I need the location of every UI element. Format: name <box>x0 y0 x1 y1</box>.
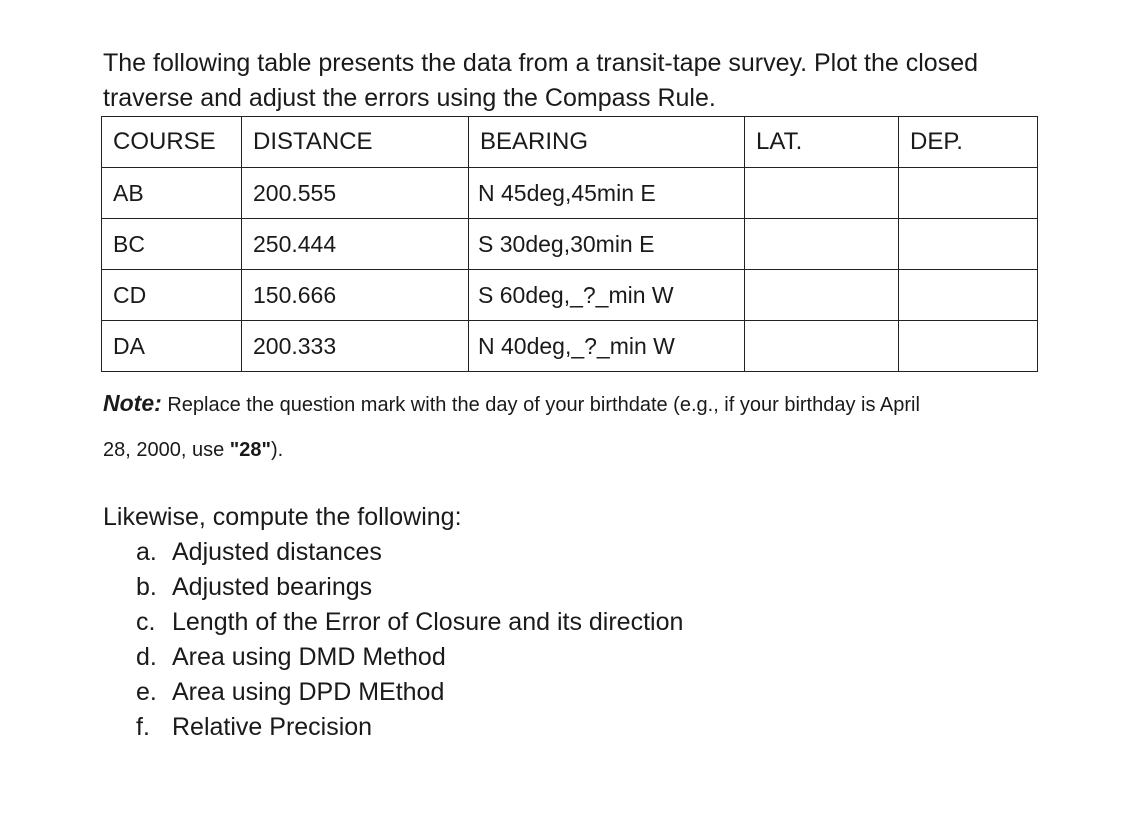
note-text-3: ). <box>271 439 284 461</box>
task-list <box>103 535 683 745</box>
header-bearing: BEARING <box>469 117 745 168</box>
problem-statement <box>103 46 1063 116</box>
task-heading: Likewise, compute the following: <box>103 503 462 531</box>
table-row <box>102 321 1038 372</box>
list-text: Area using DMD Method <box>172 643 446 671</box>
list-marker: d. <box>136 643 157 671</box>
list-item <box>103 640 683 675</box>
list-text: Area using DPD MEthod <box>172 678 445 706</box>
note-text-2: 28, 2000, use <box>103 439 230 461</box>
note-line-1 <box>103 381 1043 428</box>
table-row <box>102 219 1038 270</box>
cell-lat <box>745 321 899 372</box>
cell-distance: 200.333 <box>242 321 469 372</box>
note-text-1: Replace the question mark with the day of your birthdate (e.g., if your birthday is April <box>161 394 920 416</box>
list-marker: b. <box>136 573 157 601</box>
cell-course: CD <box>102 270 242 321</box>
cell-bearing: N 45deg,45min E <box>469 168 745 219</box>
cell-course: DA <box>102 321 242 372</box>
list-text: Length of the Error of Closure and its direction <box>172 608 684 636</box>
note-emphasis: "28" <box>229 439 271 461</box>
list-marker: c. <box>136 608 156 636</box>
cell-distance: 250.444 <box>242 219 469 270</box>
cell-bearing: N 40deg,_?_min W <box>469 321 745 372</box>
note-label: Note: <box>103 390 162 416</box>
cell-dep <box>899 219 1038 270</box>
table-row <box>102 168 1038 219</box>
header-course: COURSE <box>102 117 242 168</box>
list-marker: e. <box>136 678 157 706</box>
cell-bearing: S 30deg,30min E <box>469 219 745 270</box>
cell-course: BC <box>102 219 242 270</box>
cell-lat <box>745 168 899 219</box>
header-distance: DISTANCE <box>242 117 469 168</box>
list-item <box>103 710 683 745</box>
cell-lat <box>745 219 899 270</box>
cell-dep <box>899 270 1038 321</box>
page-top-mark <box>183 0 189 5</box>
intro-line-1: The following table presents the data from a transit-tape survey. Plot the closed <box>103 49 978 77</box>
cell-course: AB <box>102 168 242 219</box>
cell-bearing: S 60deg,_?_min W <box>469 270 745 321</box>
note-paragraph <box>103 381 1043 473</box>
list-text: Relative Precision <box>172 713 373 741</box>
cell-distance: 200.555 <box>242 168 469 219</box>
list-item <box>103 675 683 710</box>
cell-distance: 150.666 <box>242 270 469 321</box>
list-item <box>103 535 683 570</box>
list-marker: f. <box>136 713 150 741</box>
list-text: Adjusted bearings <box>172 573 373 601</box>
table-header-row <box>102 117 1038 168</box>
list-text: Adjusted distances <box>172 538 382 566</box>
list-item <box>103 570 683 605</box>
table-row <box>102 270 1038 321</box>
list-item <box>103 605 683 640</box>
note-line-2 <box>103 428 1043 473</box>
header-lat: LAT. <box>745 117 899 168</box>
cell-dep <box>899 321 1038 372</box>
list-marker: a. <box>136 538 157 566</box>
header-dep: DEP. <box>899 117 1038 168</box>
intro-line-2: traverse and adjust the errors using the Compass Rule. <box>103 84 716 112</box>
cell-lat <box>745 270 899 321</box>
traverse-data-table <box>101 116 1038 372</box>
cell-dep <box>899 168 1038 219</box>
task-section <box>103 500 683 745</box>
